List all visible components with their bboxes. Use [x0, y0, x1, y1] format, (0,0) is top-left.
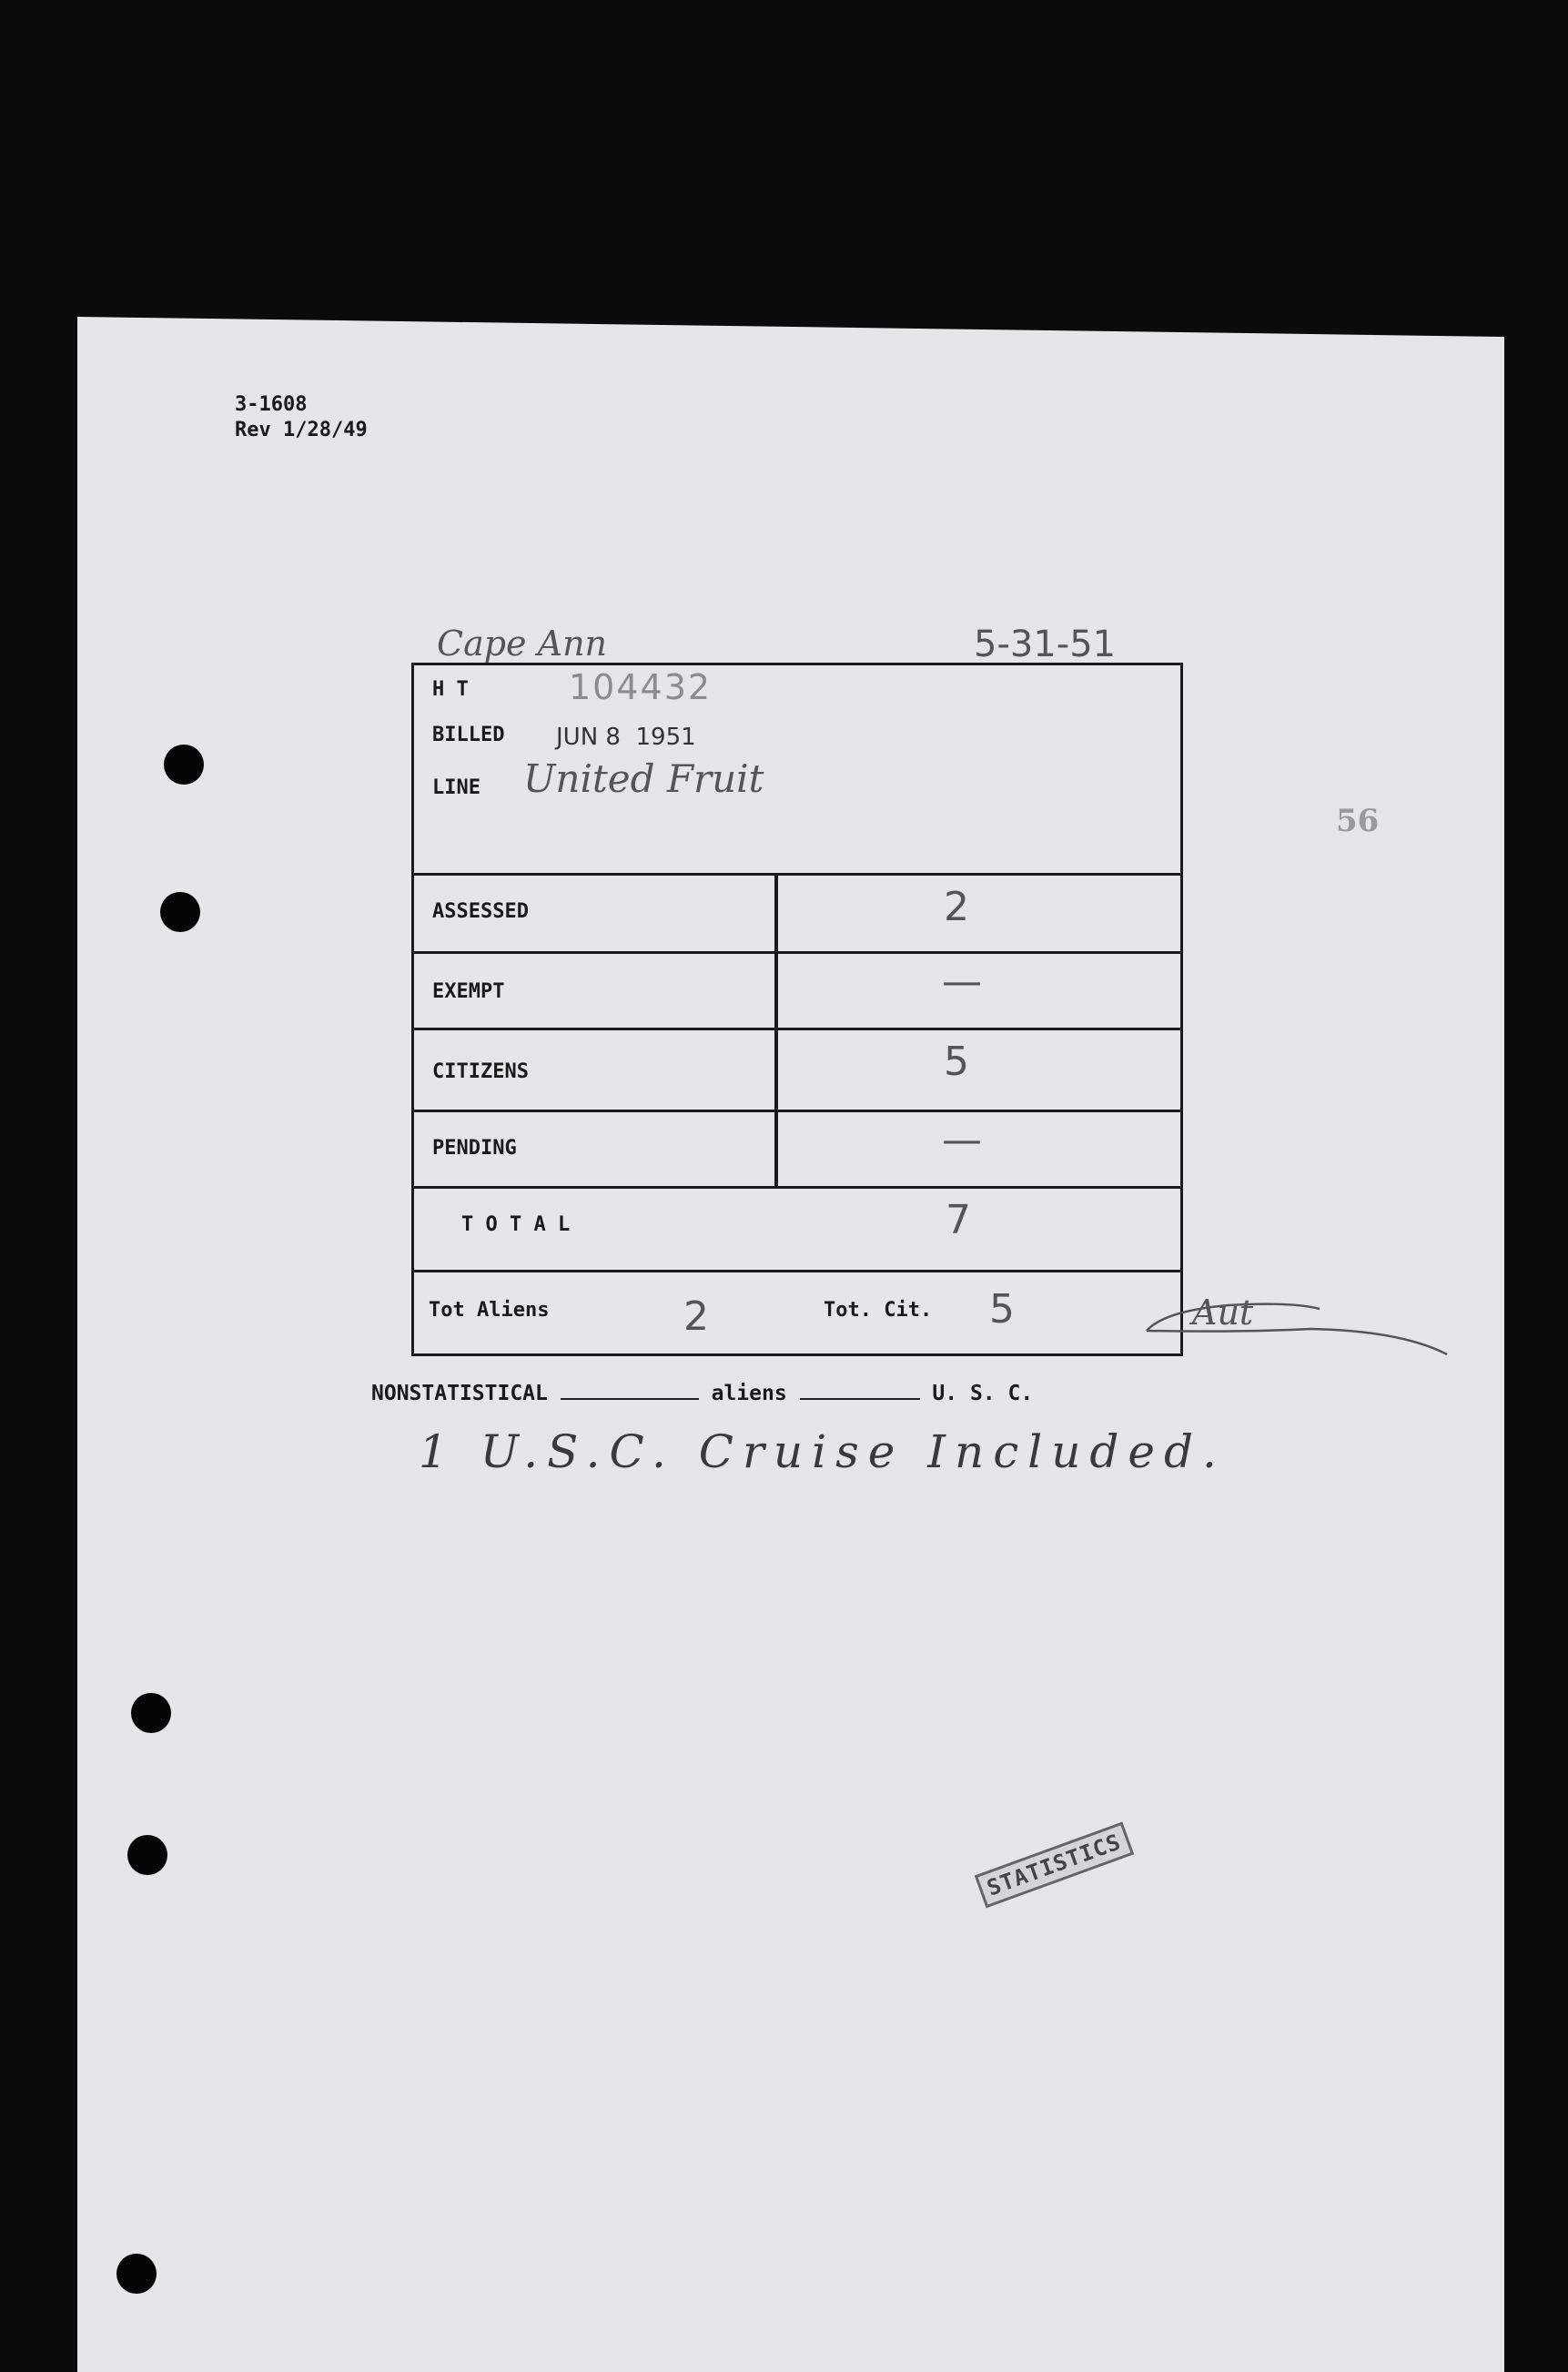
signature-stroke [1128, 1283, 1456, 1356]
statistics-stamp: STATISTICS [975, 1822, 1134, 1909]
form-number: 3-1608 [235, 393, 308, 416]
initials-handwritten: Aut [1192, 1292, 1254, 1333]
handwritten-note: 1 U.S.C. Cruise Included. [419, 1425, 1226, 1478]
aliens-label: aliens [711, 1382, 787, 1405]
nonstatistical-blank [561, 1382, 699, 1400]
row-value-pending: — [942, 1117, 982, 1163]
billed-label: BILLED [432, 724, 505, 746]
statistics-form-table [411, 663, 1183, 1356]
divider [414, 1270, 1180, 1272]
vessel-name-handwritten: Cape Ann [437, 623, 608, 664]
side-page-mark: 56 [1336, 803, 1380, 839]
divider [414, 951, 1180, 954]
divider [414, 873, 1180, 876]
punch-hole [131, 1693, 171, 1733]
row-label-exempt: EXEMPT [432, 980, 505, 1003]
ht-number: 104432 [569, 667, 713, 707]
row-value-citizens: 5 [944, 1039, 969, 1085]
total-label: T O T A L [461, 1213, 571, 1236]
divider [414, 1110, 1180, 1112]
row-value-exempt: — [942, 958, 982, 1005]
date-handwritten: 5-31-51 [974, 623, 1117, 665]
form-revision: Rev 1/28/49 [235, 419, 368, 441]
nonstatistical-label: NONSTATISTICAL [371, 1382, 548, 1405]
punch-hole [160, 892, 200, 932]
punch-hole [164, 745, 204, 785]
tot-aliens-value: 2 [683, 1293, 709, 1340]
tot-cit-label: Tot. Cit. [824, 1299, 933, 1322]
tot-cit-value: 5 [989, 1286, 1015, 1333]
usc-label: U. S. C. [932, 1382, 1034, 1405]
ht-label: H T [432, 678, 469, 701]
row-label-assessed: ASSESSED [432, 900, 529, 923]
line-label: LINE [432, 776, 481, 799]
punch-hole [116, 2254, 157, 2294]
divider [414, 1186, 1180, 1189]
tot-aliens-label: Tot Aliens [429, 1299, 550, 1322]
row-value-assessed: 2 [944, 884, 969, 930]
aliens-blank [800, 1382, 920, 1400]
total-value: 7 [946, 1197, 971, 1243]
row-label-citizens: CITIZENS [432, 1060, 529, 1083]
nonstatistical-line [371, 1382, 1033, 1405]
billed-date-stamp: JUN 8 1951 [556, 724, 696, 751]
row-label-pending: PENDING [432, 1137, 517, 1160]
punch-hole [127, 1835, 167, 1875]
line-value-handwritten: United Fruit [523, 756, 764, 801]
divider [414, 1028, 1180, 1030]
